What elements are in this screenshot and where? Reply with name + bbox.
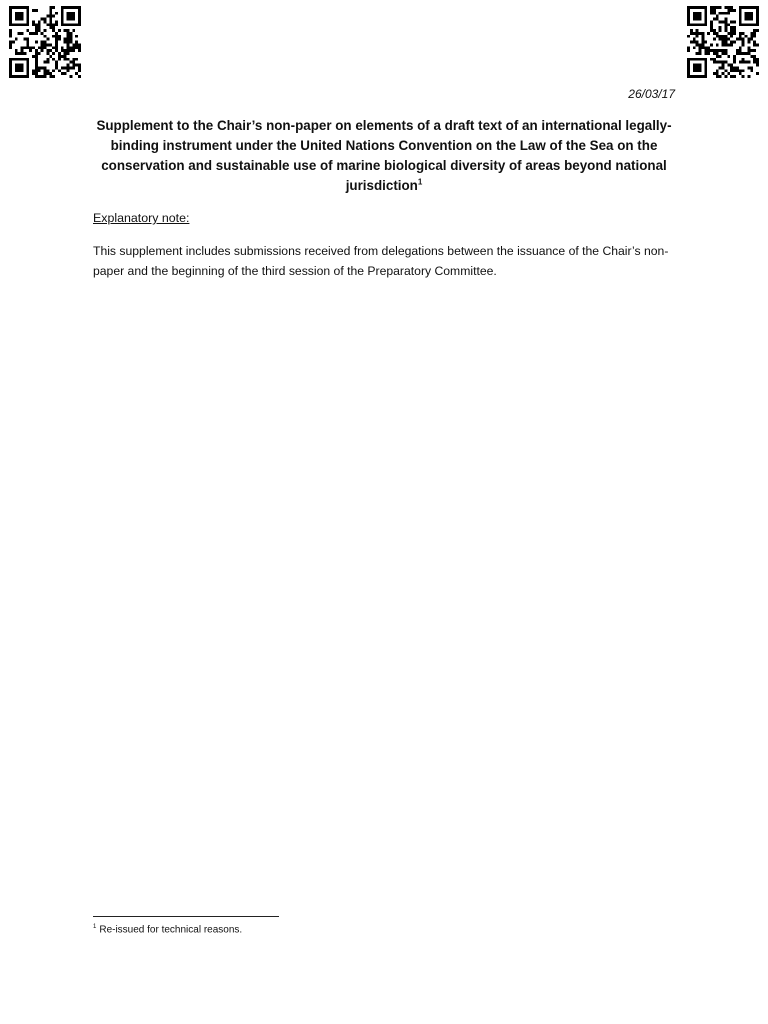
explanatory-note-heading: Explanatory note: (93, 211, 190, 225)
document-title (93, 116, 675, 196)
explanatory-note-text: This supplement includes submissions received from delegations between the issuance of the Chair’s non-paper and the beginning of the third session of the Preparatory Committee. (93, 244, 669, 278)
footnote (93, 924, 242, 935)
footnote-text: Re-issued for technical reasons. (99, 924, 243, 936)
title-text: Supplement to the Chair’s non-paper on elements of a draft text of an international legally-binding instrument under the United Nations Convention on the Law of the Sea on the conservation and sustainable use of marine biological diversity of areas beyond national jurisdiction (96, 118, 672, 193)
document-date: 26/03/17 (628, 87, 675, 101)
qr-code-left-icon (8, 6, 82, 78)
title-footnote-ref: 1 (417, 177, 423, 187)
footnote-number: 1 (93, 924, 97, 930)
qr-code-right-icon (686, 6, 760, 78)
footnote-divider (93, 916, 279, 917)
